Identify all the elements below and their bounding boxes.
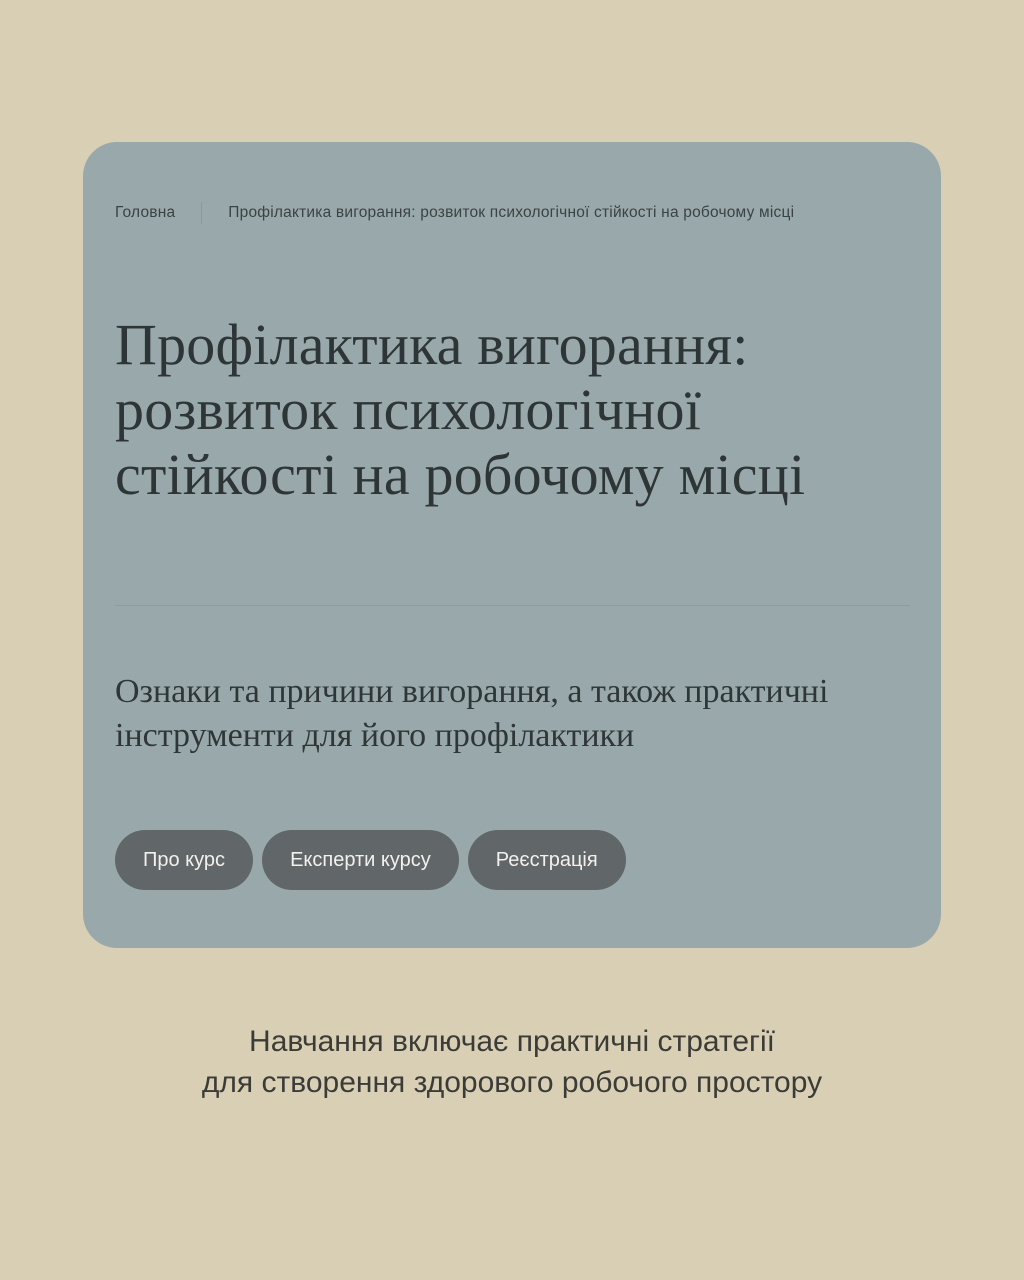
page-caption [0,1022,1024,1103]
breadcrumb-separator [201,202,202,224]
caption-line-2: для створення здорового робочого простору [201,1065,823,1099]
about-course-button[interactable]: Про курс [115,830,253,890]
course-experts-button[interactable]: Експерти курсу [262,830,459,890]
registration-button[interactable]: Реєстрація [468,830,626,890]
caption-line-1: Навчання включає практичні стратегії [249,1025,775,1058]
hero-card [83,142,941,948]
page-subtitle: Ознаки та причини вигорання, а також практичні інструменти для його профілактики [115,673,829,755]
hero-divider [115,605,910,606]
breadcrumb-item-home[interactable]: Головна [115,204,176,221]
breadcrumb-item-current: Профілактика вигорання: розвиток психологічної стійкості на робочому місці [228,204,795,221]
page-title: Профілактика вигорання: розвиток психологічної стійкості на робочому місці [115,311,806,507]
breadcrumb [115,202,917,224]
hero-actions [115,830,626,890]
